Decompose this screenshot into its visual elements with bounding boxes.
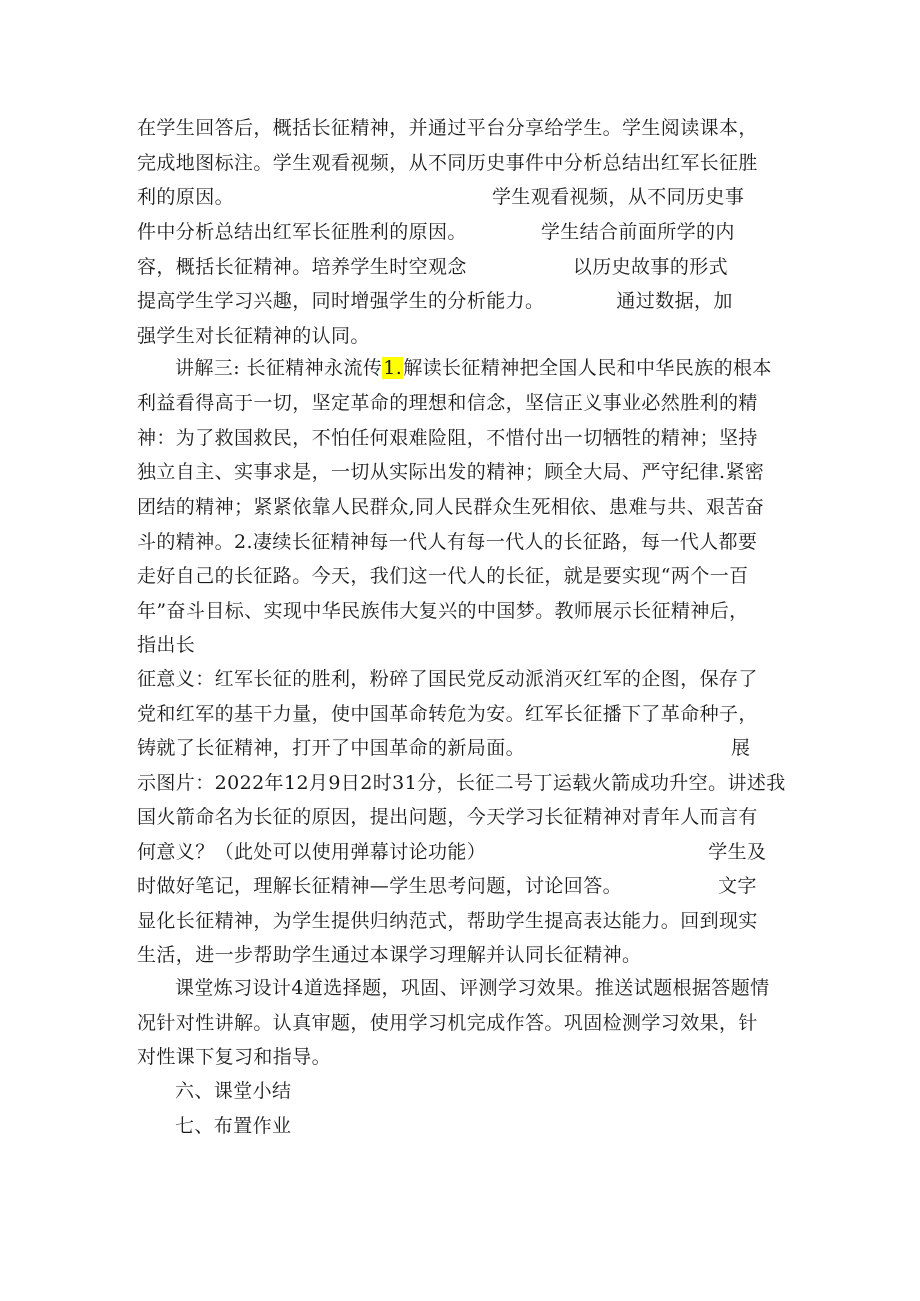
para2-line-8: 年”奋斗目标、实现中华民族伟大复兴的中国梦。教师展示长征精神后， xyxy=(137,600,749,622)
para1-line-6 xyxy=(137,288,733,314)
para2-line-7: 走好自己的长征路。今天，我们这一代人的长征，就是要实现“两个一百 xyxy=(137,565,749,587)
para1-line-4 xyxy=(137,219,735,245)
para2-line-2: 利益看得高于一切，坚定革命的理想和信念，坚信正义事业必然胜利的精 xyxy=(137,392,758,414)
para2-line-6: 斗的精神。2.凄续长征精神每一代人有每一代人的长征路，每一代人都要 xyxy=(137,531,758,553)
para3-line-6 xyxy=(137,839,766,865)
para1-line-2: 完成地图标注。学生观看视频，从不同历史事件中分析总结出红军长征胜 xyxy=(137,152,758,174)
para3-line-9: 生活，进一步帮助学生通过本课学习理解并认同长征精神。 xyxy=(137,944,642,966)
para3-line-7 xyxy=(137,873,757,899)
para1-line-4-part-b: 学生结合前面所学的内 xyxy=(540,221,735,243)
highlight-marker: 1. xyxy=(383,357,403,379)
para3-line-3-part-a: 铸就了长征精神，打开了中国革命的新局面。 xyxy=(137,737,526,759)
para2-line-9: 指出长 xyxy=(137,634,196,656)
para2-line-4: 独立自主、实事求是，一切从实际出发的精神；顾全大局、严守纪律.紧密 xyxy=(137,461,765,483)
para1-line-5 xyxy=(137,254,728,280)
para3-line-8: 显化长征精神，为学生提供归纳范式，帮助学生提高表达能力。回到现实 xyxy=(137,910,758,932)
para4-line-1: 课堂炼习设计4道选择题，巩固、评测学习效果。推送试题根据答题情 xyxy=(175,977,770,999)
para1-line-6-part-b: 通过数据，加 xyxy=(616,290,733,312)
para3-line-7-part-a: 时做好笔记，理解长征精神—学生思考问题，讨论回答。 xyxy=(137,875,623,897)
para2-line-5: 团结的精神；紧紧依靠人民群众,同人民群众生死相依、患难与共、艰苦奋 xyxy=(137,496,765,518)
para1-line-5-part-b: 以历史故事的形式 xyxy=(572,256,729,278)
para3-line-2: 党和红军的基干力量，使中国革命转危为安。红军长征播下了革命种子， xyxy=(137,703,758,725)
para4-line-3: 对性课下复习和指导。 xyxy=(137,1046,332,1068)
section-heading-summary: 六、课堂小结 xyxy=(175,1080,292,1102)
para2-line-1-part-a: 讲解三: 长征精神永流传 xyxy=(175,357,383,379)
para3-line-5: 国火箭命名为长征的原因，提出问题，今天学习长征精神对青年人而言有 xyxy=(137,806,758,828)
para1-line-7: 强学生对长征精神的认同。 xyxy=(137,325,370,347)
para1-line-4-part-a: 件中分析总结出红军长征胜利的原因。 xyxy=(137,221,467,243)
para2-line-1 xyxy=(175,355,772,381)
para1-line-3-part-a: 利的原因。 xyxy=(137,186,235,208)
para2-line-1-part-b: 解读长征精神把全国人民和中华民族的根本 xyxy=(403,357,772,379)
para3-line-7-part-b: 文字 xyxy=(718,875,757,897)
para4-line-2: 况针对性讲解。认真审题，使用学习机完成作答。巩固检测学习效果，针 xyxy=(137,1012,758,1034)
para1-line-5-part-a: 容，概括长征精神。培养学生时空观念 xyxy=(137,256,467,278)
para3-line-6-part-a: 何意义？（此处可以使用弹幕讨论功能） xyxy=(137,841,487,863)
para1-line-3 xyxy=(137,184,744,210)
para3-line-6-part-b: 学生及 xyxy=(708,841,767,863)
section-heading-homework: 七、布置作业 xyxy=(175,1115,292,1137)
para1-line-3-part-b: 学生观看视频，从不同历史事 xyxy=(492,186,745,208)
para1-line-6-part-a: 提高学生学习兴趣，同时增强学生的分析能力。 xyxy=(137,290,545,312)
para3-line-4: 示图片：2022年12月9日2时31分，长征二号丁运载火箭成功升空。讲述我 xyxy=(137,772,786,794)
para1-line-1: 在学生回答后，概括长征精神，并通过平台分享给学生。学生阅读课本， xyxy=(137,117,758,139)
para3-line-3-part-b: 展 xyxy=(731,737,751,759)
para3-line-3 xyxy=(137,735,750,761)
para3-line-1: 征意义：红军长征的胜利，粉碎了国民党反动派消灭红军的企图，保存了 xyxy=(137,668,758,690)
para2-line-3: 神：为了救国救民，不怕任何艰难险阻，不惜付出一切牺牲的精神；坚持 xyxy=(137,427,758,449)
